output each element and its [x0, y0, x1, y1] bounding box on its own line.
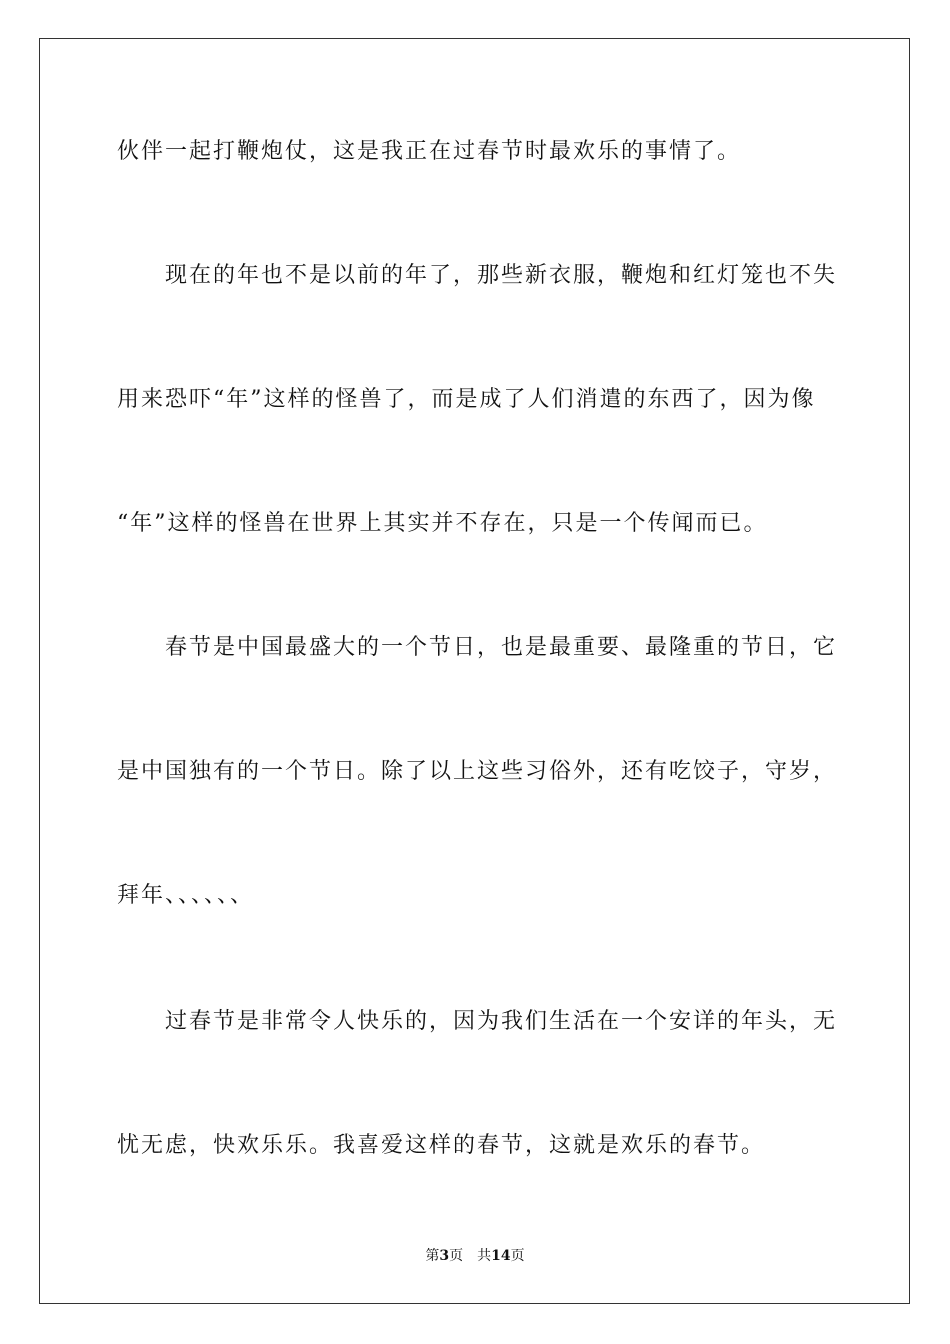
page-prefix: 第 — [425, 1248, 440, 1264]
page-border — [39, 38, 910, 1304]
paragraph-line: 现在的年也不是以前的年了，那些新衣服，鞭炮和红灯笼也不失 — [165, 263, 838, 288]
total-prefix: 共 — [477, 1248, 492, 1264]
paragraph-line: 忧无虑，快欢乐乐。我喜爱这样的春节，这就是欢乐的春节。 — [117, 1133, 766, 1158]
paragraph-line: 过春节是非常令人快乐的，因为我们生活在一个安详的年头，无 — [165, 1009, 838, 1034]
paragraph-line: 春节是中国最盛大的一个节日，也是最重要、最隆重的节日，它 — [165, 635, 838, 660]
paragraph-line: “年”这样的怪兽在世界上其实并不存在，只是一个传闻而已。 — [117, 511, 768, 536]
paragraph-line: 伙伴一起打鞭炮仗，这是我正在过春节时最欢乐的事情了。 — [117, 139, 742, 164]
page-number: 3 — [439, 1248, 450, 1264]
paragraph-line: 用来恐吓“年”这样的怪兽了，而是成了人们消遣的东西了，因为像 — [117, 387, 816, 412]
total-suffix: 页 — [510, 1248, 525, 1264]
page-suffix: 页 — [449, 1248, 464, 1264]
total-pages: 14 — [491, 1248, 511, 1264]
paragraph-line: 是中国独有的一个节日。除了以上这些习俗外，还有吃饺子，守岁， — [117, 759, 838, 784]
page-footer — [0, 1246, 950, 1266]
paragraph-line: 拜年、、、、、、 — [117, 883, 255, 908]
